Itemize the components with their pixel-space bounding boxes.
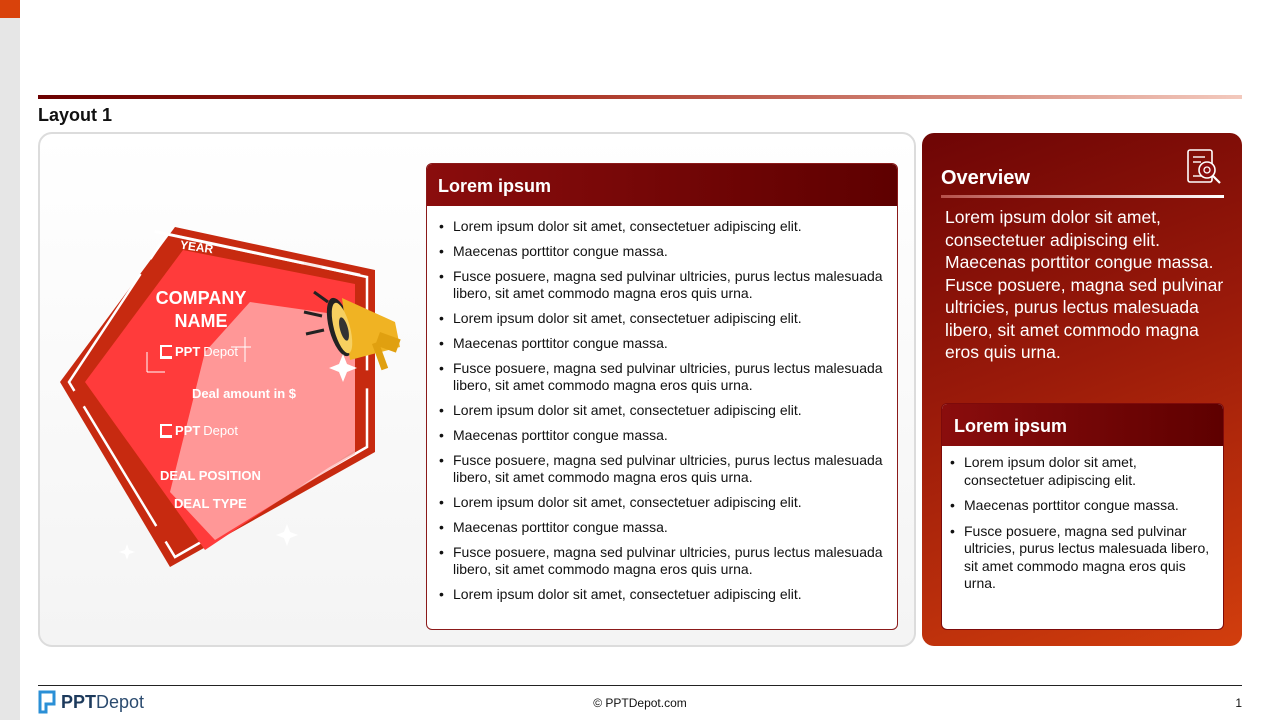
list-item: • Lorem ipsum dolor sit amet, consectetuer adipiscing elit. — [950, 454, 1213, 489]
list-item: • Lorem ipsum dolor sit amet, consectetuer adipiscing elit. — [439, 586, 885, 603]
page-number: 1 — [1235, 696, 1242, 710]
list-item: • Maecenas porttitor congue massa. — [439, 427, 885, 444]
footer-logo-light: Depot — [96, 691, 145, 712]
list-item: • Lorem ipsum dolor sit amet, consectetuer adipiscing elit. — [439, 494, 885, 511]
list-item: • Maecenas porttitor congue massa. — [950, 497, 1213, 515]
list-item: • Fusce posuere, magna sed pulvinar ultricies, purus lectus malesuada libero, sit amet commodo magna eros quis urna. — [439, 544, 885, 578]
title-rule — [38, 95, 1242, 99]
pptdepot-logo-icon — [38, 690, 56, 714]
left-strip — [0, 0, 20, 720]
logo-bold: PPT — [175, 344, 201, 359]
document-search-icon — [1185, 148, 1223, 188]
list-item: • Maecenas porttitor congue massa. — [439, 335, 885, 352]
list-item: • Maecenas porttitor congue massa. — [439, 519, 885, 536]
list-item: • Lorem ipsum dolor sit amet, consectetuer adipiscing elit. — [439, 402, 885, 419]
logo-mark-icon — [160, 424, 172, 438]
list-item: • Fusce posuere, magna sed pulvinar ultricies, purus lectus malesuada libero, sit amet commodo magna eros quis urna. — [950, 523, 1213, 593]
company-name: COMPANY NAME — [155, 288, 247, 331]
list-item: • Lorem ipsum dolor sit amet, consectetuer adipiscing elit. — [439, 310, 885, 327]
footer-logo-bold: PPT — [61, 691, 97, 712]
list-item: • Fusce posuere, magna sed pulvinar ultricies, purus lectus malesuada libero, sit amet commodo magna eros quis urna. — [439, 452, 885, 486]
overview-title: Overview — [941, 167, 1030, 189]
footer-logo — [38, 690, 144, 714]
deal-position: DEAL POSITION — [160, 468, 261, 483]
list-item: • Lorem ipsum dolor sit amet, consectetuer adipiscing elit. — [439, 218, 885, 235]
lorem-list-card — [426, 163, 898, 630]
list-card-items — [427, 206, 897, 603]
logo-light: Depot — [203, 423, 238, 438]
list-item: • Maecenas porttitor congue massa. — [439, 243, 885, 260]
sub-card-title: Lorem ipsum — [942, 404, 1223, 446]
list-item: • Fusce posuere, magna sed pulvinar ultricies, purus lectus malesuada libero, sit amet commodo magna eros quis urna. — [439, 268, 885, 302]
deal-amount: Deal amount in $ — [192, 386, 297, 401]
overview-rule — [941, 195, 1224, 198]
logo-light: Depot — [203, 344, 238, 359]
sparkle-icon — [119, 544, 135, 560]
pptdepot-logo — [160, 423, 238, 438]
left-strip-accent — [0, 0, 20, 18]
footer-copyright: © PPTDepot.com — [593, 696, 687, 710]
pptdepot-logo — [160, 344, 238, 359]
list-card-title: Lorem ipsum — [427, 164, 897, 206]
logo-mark-icon — [160, 345, 172, 359]
page-title: Layout 1 — [38, 105, 113, 125]
sparkle-icon — [276, 524, 298, 546]
list-item: • Fusce posuere, magna sed pulvinar ultricies, purus lectus malesuada libero, sit amet commodo magna eros quis urna. — [439, 360, 885, 394]
year-label: YEAR — [179, 237, 215, 257]
logo-bold: PPT — [175, 423, 201, 438]
overview-body: Lorem ipsum dolor sit amet, consectetuer adipiscing elit. Maecenas porttitor congue massa. Fusce posuere, magna sed pulvinar ultricies, purus lectus malesuada libero, sit amet commodo magna eros quis urna. — [945, 207, 1224, 362]
deal-type: DEAL TYPE — [174, 496, 247, 511]
footer-rule — [38, 685, 1242, 686]
overview-sub-card — [941, 403, 1224, 630]
sub-card-items — [942, 446, 1223, 593]
